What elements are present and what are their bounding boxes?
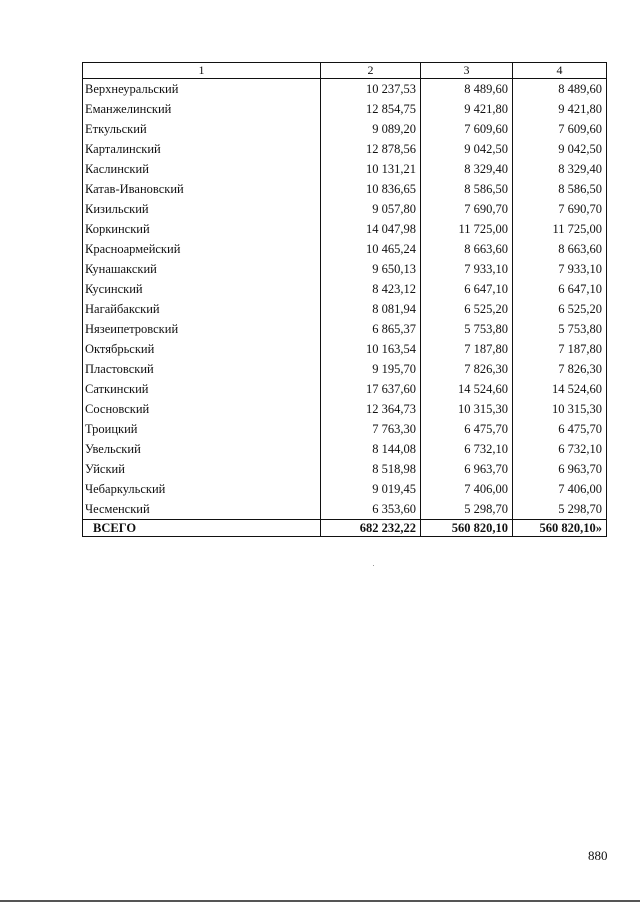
district-name-cell: Нязеипетровский (83, 319, 321, 339)
value-col-3-cell: 6 525,20 (421, 299, 513, 319)
value-col-3-cell: 5 298,70 (421, 499, 513, 520)
total-label: ВСЕГО (83, 520, 321, 537)
total-col-2: 682 232,22 (321, 520, 421, 537)
value-col-4-cell: 6 963,70 (513, 459, 607, 479)
table-row (83, 219, 607, 239)
value-col-3-cell: 9 421,80 (421, 99, 513, 119)
value-col-4-cell: 10 315,30 (513, 399, 607, 419)
bottom-edge-rule (0, 900, 640, 902)
table-row (83, 139, 607, 159)
table-row (83, 119, 607, 139)
district-name-cell: Еманжелинский (83, 99, 321, 119)
value-col-3-cell: 6 647,10 (421, 279, 513, 299)
table-row (83, 339, 607, 359)
table-row (83, 179, 607, 199)
value-col-3-cell: 9 042,50 (421, 139, 513, 159)
table-row (83, 259, 607, 279)
value-col-3-cell: 8 663,60 (421, 239, 513, 259)
table-row (83, 359, 607, 379)
column-header-1: 1 (83, 63, 321, 79)
value-col-3-cell: 7 826,30 (421, 359, 513, 379)
district-name-cell: Коркинский (83, 219, 321, 239)
value-col-2-cell: 8 144,08 (321, 439, 421, 459)
value-col-3-cell: 6 475,70 (421, 419, 513, 439)
value-col-4-cell: 14 524,60 (513, 379, 607, 399)
value-col-4-cell: 9 042,50 (513, 139, 607, 159)
value-col-3-cell: 7 187,80 (421, 339, 513, 359)
value-col-3-cell: 8 586,50 (421, 179, 513, 199)
district-name-cell: Пластовский (83, 359, 321, 379)
district-name-cell: Кизильский (83, 199, 321, 219)
total-col-3: 560 820,10 (421, 520, 513, 537)
column-header-3: 3 (421, 63, 513, 79)
table-row (83, 419, 607, 439)
value-col-3-cell: 7 690,70 (421, 199, 513, 219)
value-col-3-cell: 7 609,60 (421, 119, 513, 139)
total-col-4: 560 820,10» (513, 520, 607, 537)
value-col-2-cell: 17 637,60 (321, 379, 421, 399)
value-col-4-cell: 9 421,80 (513, 99, 607, 119)
column-header-4: 4 (513, 63, 607, 79)
table-body (83, 79, 607, 520)
district-name-cell: Троицкий (83, 419, 321, 439)
value-col-2-cell: 9 650,13 (321, 259, 421, 279)
table-row (83, 79, 607, 100)
district-name-cell: Чесменский (83, 499, 321, 520)
table-row (83, 319, 607, 339)
column-header-2: 2 (321, 63, 421, 79)
district-name-cell: Октябрьский (83, 339, 321, 359)
district-name-cell: Карталинский (83, 139, 321, 159)
district-name-cell: Саткинский (83, 379, 321, 399)
value-col-2-cell: 6 353,60 (321, 499, 421, 520)
value-col-2-cell: 12 364,73 (321, 399, 421, 419)
value-col-2-cell: 9 057,80 (321, 199, 421, 219)
value-col-4-cell: 8 489,60 (513, 79, 607, 100)
district-name-cell: Кунашакский (83, 259, 321, 279)
value-col-2-cell: 10 237,53 (321, 79, 421, 100)
table-header-row (83, 63, 607, 79)
value-col-3-cell: 8 489,60 (421, 79, 513, 100)
value-col-2-cell: 8 423,12 (321, 279, 421, 299)
table-row (83, 159, 607, 179)
value-col-4-cell: 5 753,80 (513, 319, 607, 339)
value-col-2-cell: 10 131,21 (321, 159, 421, 179)
value-col-4-cell: 8 586,50 (513, 179, 607, 199)
table-row (83, 379, 607, 399)
data-table (82, 62, 607, 537)
district-name-cell: Нагайбакский (83, 299, 321, 319)
value-col-3-cell: 6 963,70 (421, 459, 513, 479)
district-name-cell: Катав-Ивановский (83, 179, 321, 199)
district-name-cell: Каслинский (83, 159, 321, 179)
value-col-2-cell: 10 836,65 (321, 179, 421, 199)
value-col-2-cell: 10 465,24 (321, 239, 421, 259)
value-col-4-cell: 6 732,10 (513, 439, 607, 459)
value-col-4-cell: 11 725,00 (513, 219, 607, 239)
value-col-4-cell: 7 826,30 (513, 359, 607, 379)
value-col-4-cell: 7 187,80 (513, 339, 607, 359)
value-col-3-cell: 8 329,40 (421, 159, 513, 179)
total-row (83, 520, 607, 537)
district-name-cell: Чебаркульский (83, 479, 321, 499)
value-col-2-cell: 9 019,45 (321, 479, 421, 499)
page-number: 880 (588, 848, 608, 863)
value-col-4-cell: 7 609,60 (513, 119, 607, 139)
value-col-2-cell: 12 878,56 (321, 139, 421, 159)
value-col-3-cell: 11 725,00 (421, 219, 513, 239)
scan-speck (373, 565, 374, 566)
value-col-4-cell: 8 329,40 (513, 159, 607, 179)
value-col-2-cell: 9 089,20 (321, 119, 421, 139)
value-col-2-cell: 12 854,75 (321, 99, 421, 119)
value-col-3-cell: 5 753,80 (421, 319, 513, 339)
value-col-3-cell: 7 933,10 (421, 259, 513, 279)
value-col-4-cell: 8 663,60 (513, 239, 607, 259)
value-col-3-cell: 7 406,00 (421, 479, 513, 499)
table-row (83, 499, 607, 520)
value-col-2-cell: 8 081,94 (321, 299, 421, 319)
value-col-4-cell: 6 525,20 (513, 299, 607, 319)
district-name-cell: Красноармейский (83, 239, 321, 259)
value-col-3-cell: 6 732,10 (421, 439, 513, 459)
value-col-2-cell: 9 195,70 (321, 359, 421, 379)
table-row (83, 299, 607, 319)
district-name-cell: Сосновский (83, 399, 321, 419)
value-col-4-cell: 6 475,70 (513, 419, 607, 439)
value-col-4-cell: 7 690,70 (513, 199, 607, 219)
table-row (83, 459, 607, 479)
table-row (83, 399, 607, 419)
value-col-2-cell: 14 047,98 (321, 219, 421, 239)
table-row (83, 99, 607, 119)
value-col-2-cell: 8 518,98 (321, 459, 421, 479)
value-col-2-cell: 10 163,54 (321, 339, 421, 359)
table-row (83, 479, 607, 499)
value-col-4-cell: 7 933,10 (513, 259, 607, 279)
district-name-cell: Уйский (83, 459, 321, 479)
value-col-4-cell: 5 298,70 (513, 499, 607, 520)
table-row (83, 279, 607, 299)
value-col-3-cell: 14 524,60 (421, 379, 513, 399)
table-row (83, 199, 607, 219)
table-row (83, 239, 607, 259)
table-row (83, 439, 607, 459)
district-name-cell: Еткульский (83, 119, 321, 139)
district-name-cell: Верхнеуральский (83, 79, 321, 100)
value-col-3-cell: 10 315,30 (421, 399, 513, 419)
value-col-2-cell: 6 865,37 (321, 319, 421, 339)
value-col-4-cell: 6 647,10 (513, 279, 607, 299)
district-name-cell: Увельский (83, 439, 321, 459)
value-col-4-cell: 7 406,00 (513, 479, 607, 499)
value-col-2-cell: 7 763,30 (321, 419, 421, 439)
district-name-cell: Кусинский (83, 279, 321, 299)
